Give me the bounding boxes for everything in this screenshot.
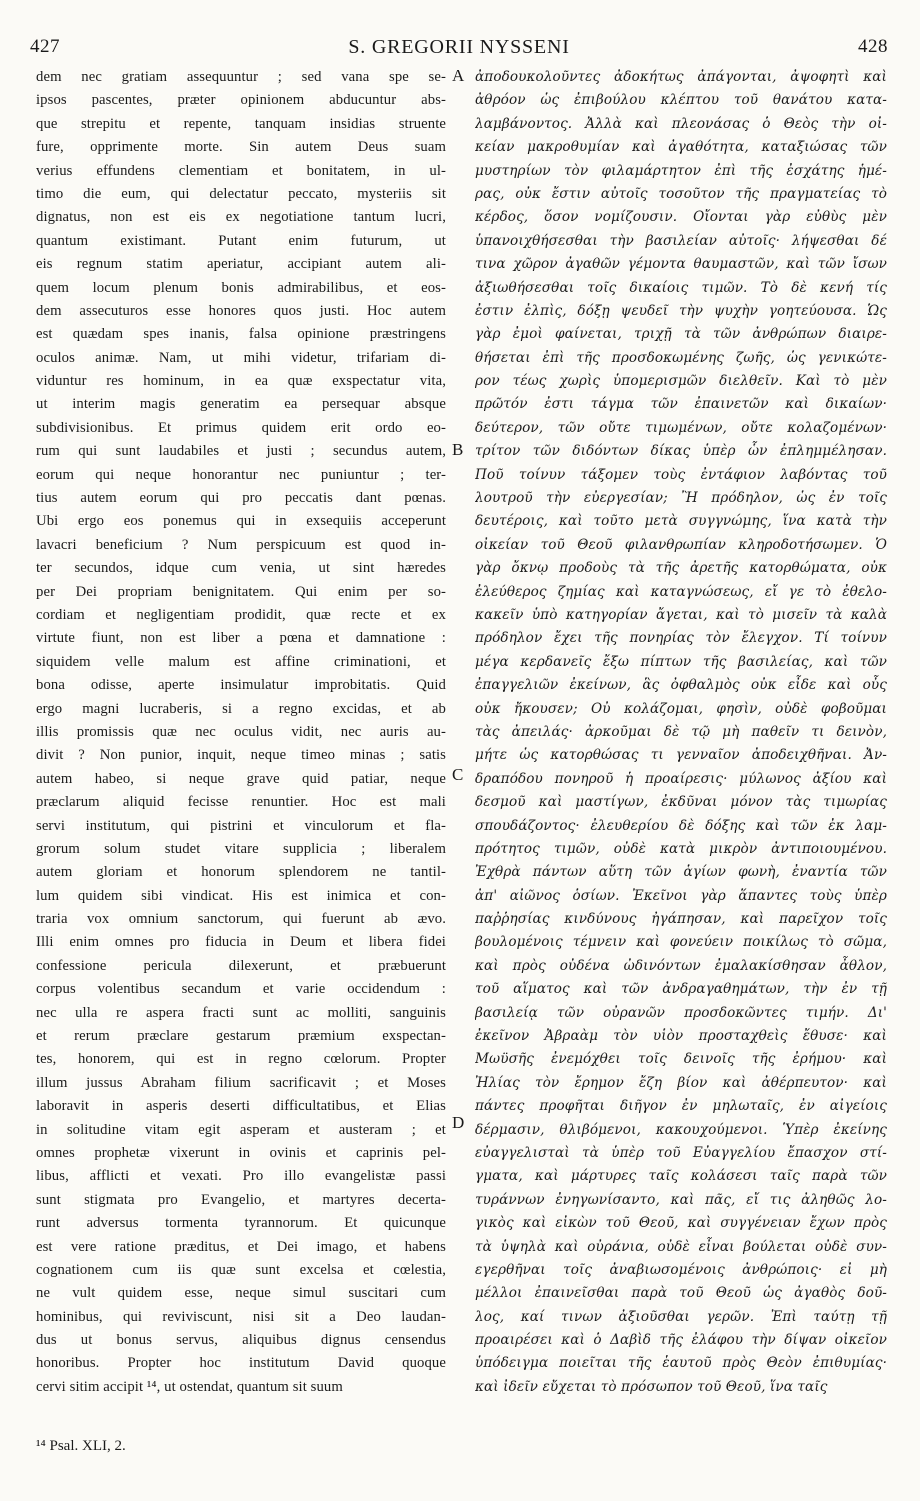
greek-text-line: κείαν μακροθυμίαν καὶ ἀγαθότητα, καταξιώσας τῶν (475, 139, 887, 156)
greek-text-line: δεσμοῦ καὶ μαστίγων, ἐκδῦναι μόνον τὰς τιμωρίας (475, 794, 887, 811)
greek-text-line: πρότητος τιμῶν, οὐδὲ κατὰ μικρὸν ἀντιποιουμένου. (475, 840, 887, 857)
greek-text-line: τινα χῶρον ἀγαθῶν γέμοντα θαυμαστῶν, καὶ τῶν ἴσων (475, 256, 887, 273)
greek-text-line: οὐκ ἤκουσεν; Οὐ κολάζομαι, φησὶν, οὐδὲ φοβοῦμαι (475, 700, 887, 717)
latin-text-line: in solitudine vitam egit asperam et austeram ; et (36, 1121, 446, 1138)
latin-text-line: traria vox omnium sanctorum, qui fuerunt ab ævo. (36, 911, 446, 928)
latin-text-line: laboravit in asperis deserti difficultatibus, et Elias (36, 1098, 446, 1115)
greek-text-line: γικὸς καὶ εἰκὼν τοῦ Θεοῦ, καὶ συγγένειαν ἔχων πρὸς (475, 1215, 887, 1232)
page-number-left: 427 (30, 36, 60, 57)
greek-text-line: τυράννων ἐνηγωνίσαντο, καὶ πᾶς, εἴ τις ἀληθῶς λο- (475, 1191, 887, 1208)
latin-text-line: quem locum plenum bonis admirabilibus, et eos- (36, 279, 446, 296)
latin-text-line: servi institutum, qui pistrini et vinculorum et fla- (36, 817, 446, 834)
greek-text-line: παῤῥησίας κινδύνους ἠγάπησαν, καὶ παρεῖχον τοῖς (475, 911, 887, 928)
latin-text-line: lum quidem sibi vindicat. His est inimica et con- (36, 887, 446, 904)
latin-text-line: quantum existimant. Putant enim futurum, ut (36, 232, 446, 249)
greek-text-line: δευτέροις, καὶ τοῦτο μετὰ συγγνώμης, ἵνα κατὰ τὴν (475, 513, 887, 530)
latin-text-line: dem nec gratiam assequuntur ; sed vana spe se- (36, 69, 446, 85)
greek-text-line: καὶ πρὸς οὐδένα ὠδινόντων ἐμαλακίσθησαν ἆθλον, (475, 957, 887, 974)
latin-text-line: ne vult quidem esse, neque simul suscitari cum (36, 1285, 446, 1302)
greek-text-line: σπουδάζοντος· ἐλευθερίου δὲ δόξης καὶ τῶν ἐκ λαμ- (475, 817, 887, 834)
latin-text-line: oculos animæ. Nam, ut mihi videtur, trifariam di- (36, 349, 446, 366)
latin-text-line: divit ? Non punior, inquit, neque timeo minas ; satis (36, 747, 446, 764)
greek-text-line: μέλλοι ἐπαινεῖσθαι παρὰ τοῦ Θεοῦ ὡς ἀγαθὸς δοῦ- (475, 1285, 887, 1302)
latin-text-line: ergo magni lucraberis, si a regno excidas, et ab (36, 700, 446, 717)
latin-text-line: corpus volentibus secandum et varie occidendum : (36, 981, 446, 998)
greek-text-line: εγερθῆναι τοῖς ἀναβιωσομένοις ἀνθρώποις· εἰ μὴ (475, 1261, 887, 1278)
latin-text-line: eorum qui neque honorantur nec puniuntur ; ter- (36, 466, 446, 483)
greek-text-line: ἐστιν ἐλπὶς, δόξῃ ψευδεῖ τὴν ψυχὴν γοητεύουσα. Ὡς (475, 302, 887, 319)
latin-text-line: confessione pericula dilexerunt, et præbuerunt (36, 957, 446, 974)
latin-text-line: runt adversus tormenta tyrannorum. Et quicunque (36, 1215, 446, 1232)
greek-text-line: γὰρ ἐμοὶ φαίνεται, τριχῇ τὰ τῶν ἀνθρώπων διαιρε- (475, 326, 887, 343)
greek-text-line: κακεῖν ὑπὸ κατηγορίαν ἄγεται, καὶ τὸ μισεῖν τὰ καλὰ (475, 606, 887, 623)
greek-text-line: τρίτον τῶν διδόντων δίκας ὑπὲρ ὧν ἐπλημμέλησαν. (475, 443, 887, 460)
latin-text-line: ipsos pascentes, præter opinionem abducuntur abs- (36, 92, 446, 109)
greek-text-line: ὑπόδειγμα ποιεῖται τῆς ἑαυτοῦ πρὸς Θεὸν ἐπιθυμίας· (475, 1355, 887, 1372)
greek-text-line: εὐαγγελισταὶ τὰ ὑπὲρ τοῦ Εὐαγγελίου ἔπασχον στί- (475, 1144, 887, 1161)
latin-text-line: dem assecuturos esse honores quos justi. Hoc autem (36, 302, 446, 319)
latin-text-line: tius autem eorum qui pro peccatis dant pœnas. (36, 490, 446, 507)
page-number-right: 428 (858, 36, 888, 57)
latin-text-line: præclarum aliquid fecisse renuntier. Hoc est mali (36, 794, 446, 811)
latin-text-line: dignatus, non est eis ex negotiatione tantum lucri, (36, 209, 446, 226)
greek-text-line: Ἐχθρὰ πάντων αὕτη τῶν ἁγίων φωνὴ, ἐναντία τῶν (475, 864, 887, 881)
latin-text-line: autem gloriam et honorum splendorem ne tantil- (36, 864, 446, 881)
greek-text-line: τὰς ἀπειλάς· ἀρκοῦμαι δὲ τῷ μὴ παθεῖν τι δεινὸν, (475, 723, 887, 740)
greek-text-line: Μωϋσῆς ἐνεμόχθει τοῖς δεινοῖς τῆς ἐρήμου· καὶ (475, 1051, 887, 1068)
latin-text-line: nec ulla re aspera fracti sunt ac molliti, sanguinis (36, 1004, 446, 1021)
greek-text-line: πρῶτόν ἐστι τάγμα τῶν ἐπαινετῶν καὶ δικαίων· (475, 396, 887, 413)
greek-text-line: ἐπαγγελιῶν ἐκείνων, ἃς ὀφθαλμὸς οὐκ εἶδε καὶ οὖς (475, 677, 887, 694)
greek-column (475, 66, 887, 1399)
greek-text-line: Ἠλίας τὸν ἔρημον ἔζη βίον καὶ ἀθέρπευτον· καὶ (475, 1074, 887, 1091)
latin-column (36, 66, 446, 1399)
latin-text-line: verius effundens clementiam et bonitatem, in ul- (36, 162, 446, 179)
latin-text-line: omnes prophetæ vixerunt in ovinis et caprinis pel- (36, 1144, 446, 1161)
latin-text-line: rum qui sunt laudabiles et justi ; secundus autem, (36, 443, 446, 460)
greek-text-line: Ποῦ τοίνυν τάξομεν τοὺς ἐντάφιον λαβόντας τοῦ (475, 466, 887, 483)
latin-text-line: eis regnum statim aperiatur, accipiant autem ali- (36, 256, 446, 273)
latin-text-line: ut interim magis generatim ea persequar absque (36, 396, 446, 413)
latin-text-line: et rerum præclare gestarum præmium exspectan- (36, 1028, 446, 1045)
latin-text-line: viduntur res hominum, in ea quæ exspectatur vita, (36, 373, 446, 390)
greek-text-line: λαμβάνοντος. Ἀλλὰ καὶ πλεονάσας ὁ Θεὸς τὴν οἰ- (475, 115, 887, 132)
greek-text-line: βασιλείᾳ τῶν οὐρανῶν προσδοκῶντες τιμήν. Δι' (475, 1004, 887, 1021)
greek-text-line: δεύτερον, τῶν οὔτε τιμωμένων, οὔτε κολαζομένων· (475, 419, 887, 436)
greek-text-line: οἰκείαν τοῦ Θεοῦ φιλανθρωπίαν κληροδοτήσωμεν. Ὁ (475, 536, 887, 553)
latin-text-line: bona odisse, aperte insimulatur improbitatis. Quid (36, 677, 446, 694)
latin-text-line: Ubi ergo eos ponemus qui in exsequiis acceperunt (36, 513, 446, 530)
greek-text-line: ἐκεῖνον Ἀβραὰμ τὸν υἱὸν προσταχθεὶς ἔθυσε· καὶ (475, 1028, 887, 1045)
section-marker-a: A (452, 66, 465, 85)
latin-text-line: tes, honorem, qui est in regno cœlorum. Propter (36, 1051, 446, 1068)
latin-text-line: autem habeo, si neque grave quid patiar, neque (36, 770, 446, 787)
greek-text-line: μήτε ὡς κατορθώσας τι γενναῖον ἀποδειχθῆναι. Ἀν- (475, 747, 887, 764)
latin-text-line: timo die eum, qui delectatur peccato, mysteriis sit (36, 185, 446, 202)
greek-text-line: ρας, οὐκ ἔστιν αὐτοῖς τοσοῦτον τῆς πραγματείας τὸ (475, 185, 887, 202)
greek-text-line: πάντες προφῆται διῆγον ἐν μηλωταῖς, ἐν αἰγείοις (475, 1098, 887, 1115)
latin-text-line: Illi enim omnes pro fiducia in Deum et libera fidei (36, 934, 446, 951)
page-header (30, 36, 888, 60)
latin-text-line: hominibus, qui reviviscunt, nisi sit a Deo laudan- (36, 1308, 446, 1325)
latin-text-line: illis promissis quæ nec oculus vidit, nec auris au- (36, 723, 446, 740)
greek-text-line: βουλομένοις τέμνειν καὶ φονεύειν ποικίλως τὸ σῶμα, (475, 934, 887, 951)
latin-text-line: cordiam et negligentiam prodidit, quæ recte et ex (36, 606, 446, 623)
latin-text-line: honoribus. Propter hoc institutum David quoque (36, 1355, 446, 1372)
greek-text-line: γματα, καὶ μάρτυρες ταῖς κολάσεσι ταῖς παρὰ τῶν (475, 1168, 887, 1185)
latin-text-line: siquidem velle malum est affine criminationi, et (36, 653, 446, 670)
greek-text-line: δέρμασιν, θλιβόμενοι, κακουχούμενοι. Ὑπὲρ ἐκείνης (475, 1121, 887, 1138)
greek-text-line: κέρδος, ὅσον νομίζουσιν. Οἴονται γὰρ εὐθὺς μὲν (475, 209, 887, 226)
greek-text-line: ὑπανοιχθήσεσθαι τὴν βασιλείαν αὐτοῖς· λήψεσθαι δέ (475, 232, 887, 249)
greek-text-line: καὶ ἰδεῖν εὔχεται τὸ πρόσωπον τοῦ Θεοῦ, ἵνα ταῖς (475, 1378, 828, 1395)
greek-text-line: ρον τέως χωρὶς ὑπομερισμῶν διελθεῖν. Καὶ τὸ μὲν (475, 373, 887, 390)
greek-text-line: ἀποδουκολοῦντες ἀδοκήτως ἀπάγονται, ἀψοφητὶ καὶ (475, 69, 887, 85)
greek-text-line: θήσεται ἐπὶ τῆς προσδοκωμένης ζωῆς, ὡς γενικώτε- (475, 349, 887, 366)
greek-text-line: τὰ ὑψηλὰ καὶ οὐράνια, οὐδὲ εἶναι βούλεται οὐδὲ συν- (475, 1238, 887, 1255)
greek-text-line: ἀπ' αἰῶνος ὁσίων. Ἐκεῖνοι γὰρ ἅπαντες τοὺς ὑπὲρ (475, 887, 887, 904)
latin-text-line: fure, opprimente morte. Sin autem Deus suam (36, 139, 446, 156)
latin-text-line: lavacri beneficium ? Num perspicuum est quod in- (36, 536, 446, 553)
latin-text-line: cervi sitim accipit ¹⁴, ut ostendat, quantum sit suum (36, 1378, 343, 1395)
greek-text-line: γὰρ ὄκνῳ προδοὺς τὰ τῆς ἀρετῆς κατορθώματα, οὐκ (475, 560, 887, 577)
greek-text-line: πρόδηλον ἔχει τῆς πονηρίας τὸν ἔλεγχον. Τί τοίνυν (475, 630, 887, 647)
running-title: S. GREGORII NYSSENI (348, 36, 570, 58)
footnote: ¹⁴ Psal. XLI, 2. (36, 1438, 126, 1454)
latin-text-line: sunt stigmata pro Evangelio, et martyres decerta- (36, 1191, 446, 1208)
section-marker-c: C (452, 765, 464, 784)
section-marker-d: D (452, 1113, 465, 1132)
greek-text-line: μυστηρίων τὸν φιλαμάρτητον ἐπὶ τῆς ἐσχάτης ἡμέ- (475, 162, 887, 179)
latin-text-line: illum jussus Abraham filium sacrificavit ; et Moses (36, 1074, 446, 1091)
latin-text-line: virtute fiunt, non est liber a pœna et damnatione : (36, 630, 446, 647)
latin-text-line: que strepitu et repente, tanquam insidias struente (36, 115, 446, 132)
latin-text-line: subdivisionibus. Et primus quidem erit ordo eo- (36, 419, 446, 436)
greek-text-line: ἀθρόον ὡς ἐπιβούλου κλέπτου τοῦ θανάτου κατα- (475, 92, 887, 109)
greek-text-line: λουτροῦ τὴν εὐεργεσίαν; Ἢ πρόδηλον, ὡς ἐν τοῖς (475, 490, 887, 507)
greek-text-line: τοῦ αἵματος καὶ τῶν ἀνδραγαθημάτων, τὴν ἐν τῇ (475, 981, 887, 998)
latin-text-line: grorum solum studet vitare supplicia ; liberalem (36, 840, 446, 857)
greek-text-line: ἐλεύθερος ζημίας καὶ καταγνώσεως, εἴ γε τὸ ἐθελο- (475, 583, 887, 600)
latin-text-line: cognationem cum iis quæ sunt excelsa et cœlestia, (36, 1261, 446, 1278)
greek-text-line: λος, καί τινων ἀξιοῦσθαι γερῶν. Ἐπὶ ταύτῃ τῇ (475, 1308, 887, 1325)
greek-text-line: μέγα κερδανεῖς ἔξω πίπτων τῆς βασιλείας, καὶ τῶν (475, 653, 887, 670)
greek-text-line: προαιρέσει καὶ ὁ Δαβὶδ τῆς ἐλάφου τὴν δίψαν οἰκεῖον (475, 1332, 887, 1349)
latin-text-line: est vere ratione præditus, et Dei imago, et habens (36, 1238, 446, 1255)
latin-text-line: per Dei propriam benignitatem. Qui enim per so- (36, 583, 446, 600)
greek-text-line: δραπόδου πονηροῦ ἡ προαίρεσις· μύλωνος ἀξίου καὶ (475, 770, 887, 787)
latin-text-line: libus, afflicti et vexati. Pro illo evangelistæ passi (36, 1168, 446, 1185)
latin-text-line: dus ut bonus servus, aliquibus dignus censendus (36, 1332, 446, 1349)
section-marker-b: B (452, 440, 464, 459)
greek-text-line: ἀξιωθήσεσθαι τοῖς δικαίοις τιμῶν. Τὸ δὲ κενή τίς (475, 279, 887, 296)
latin-text-line: ter secundos, idque cum venia, ut sint hæredes (36, 560, 446, 577)
latin-text-line: est quædam spes inanis, falsa opinione præstringens (36, 326, 446, 343)
